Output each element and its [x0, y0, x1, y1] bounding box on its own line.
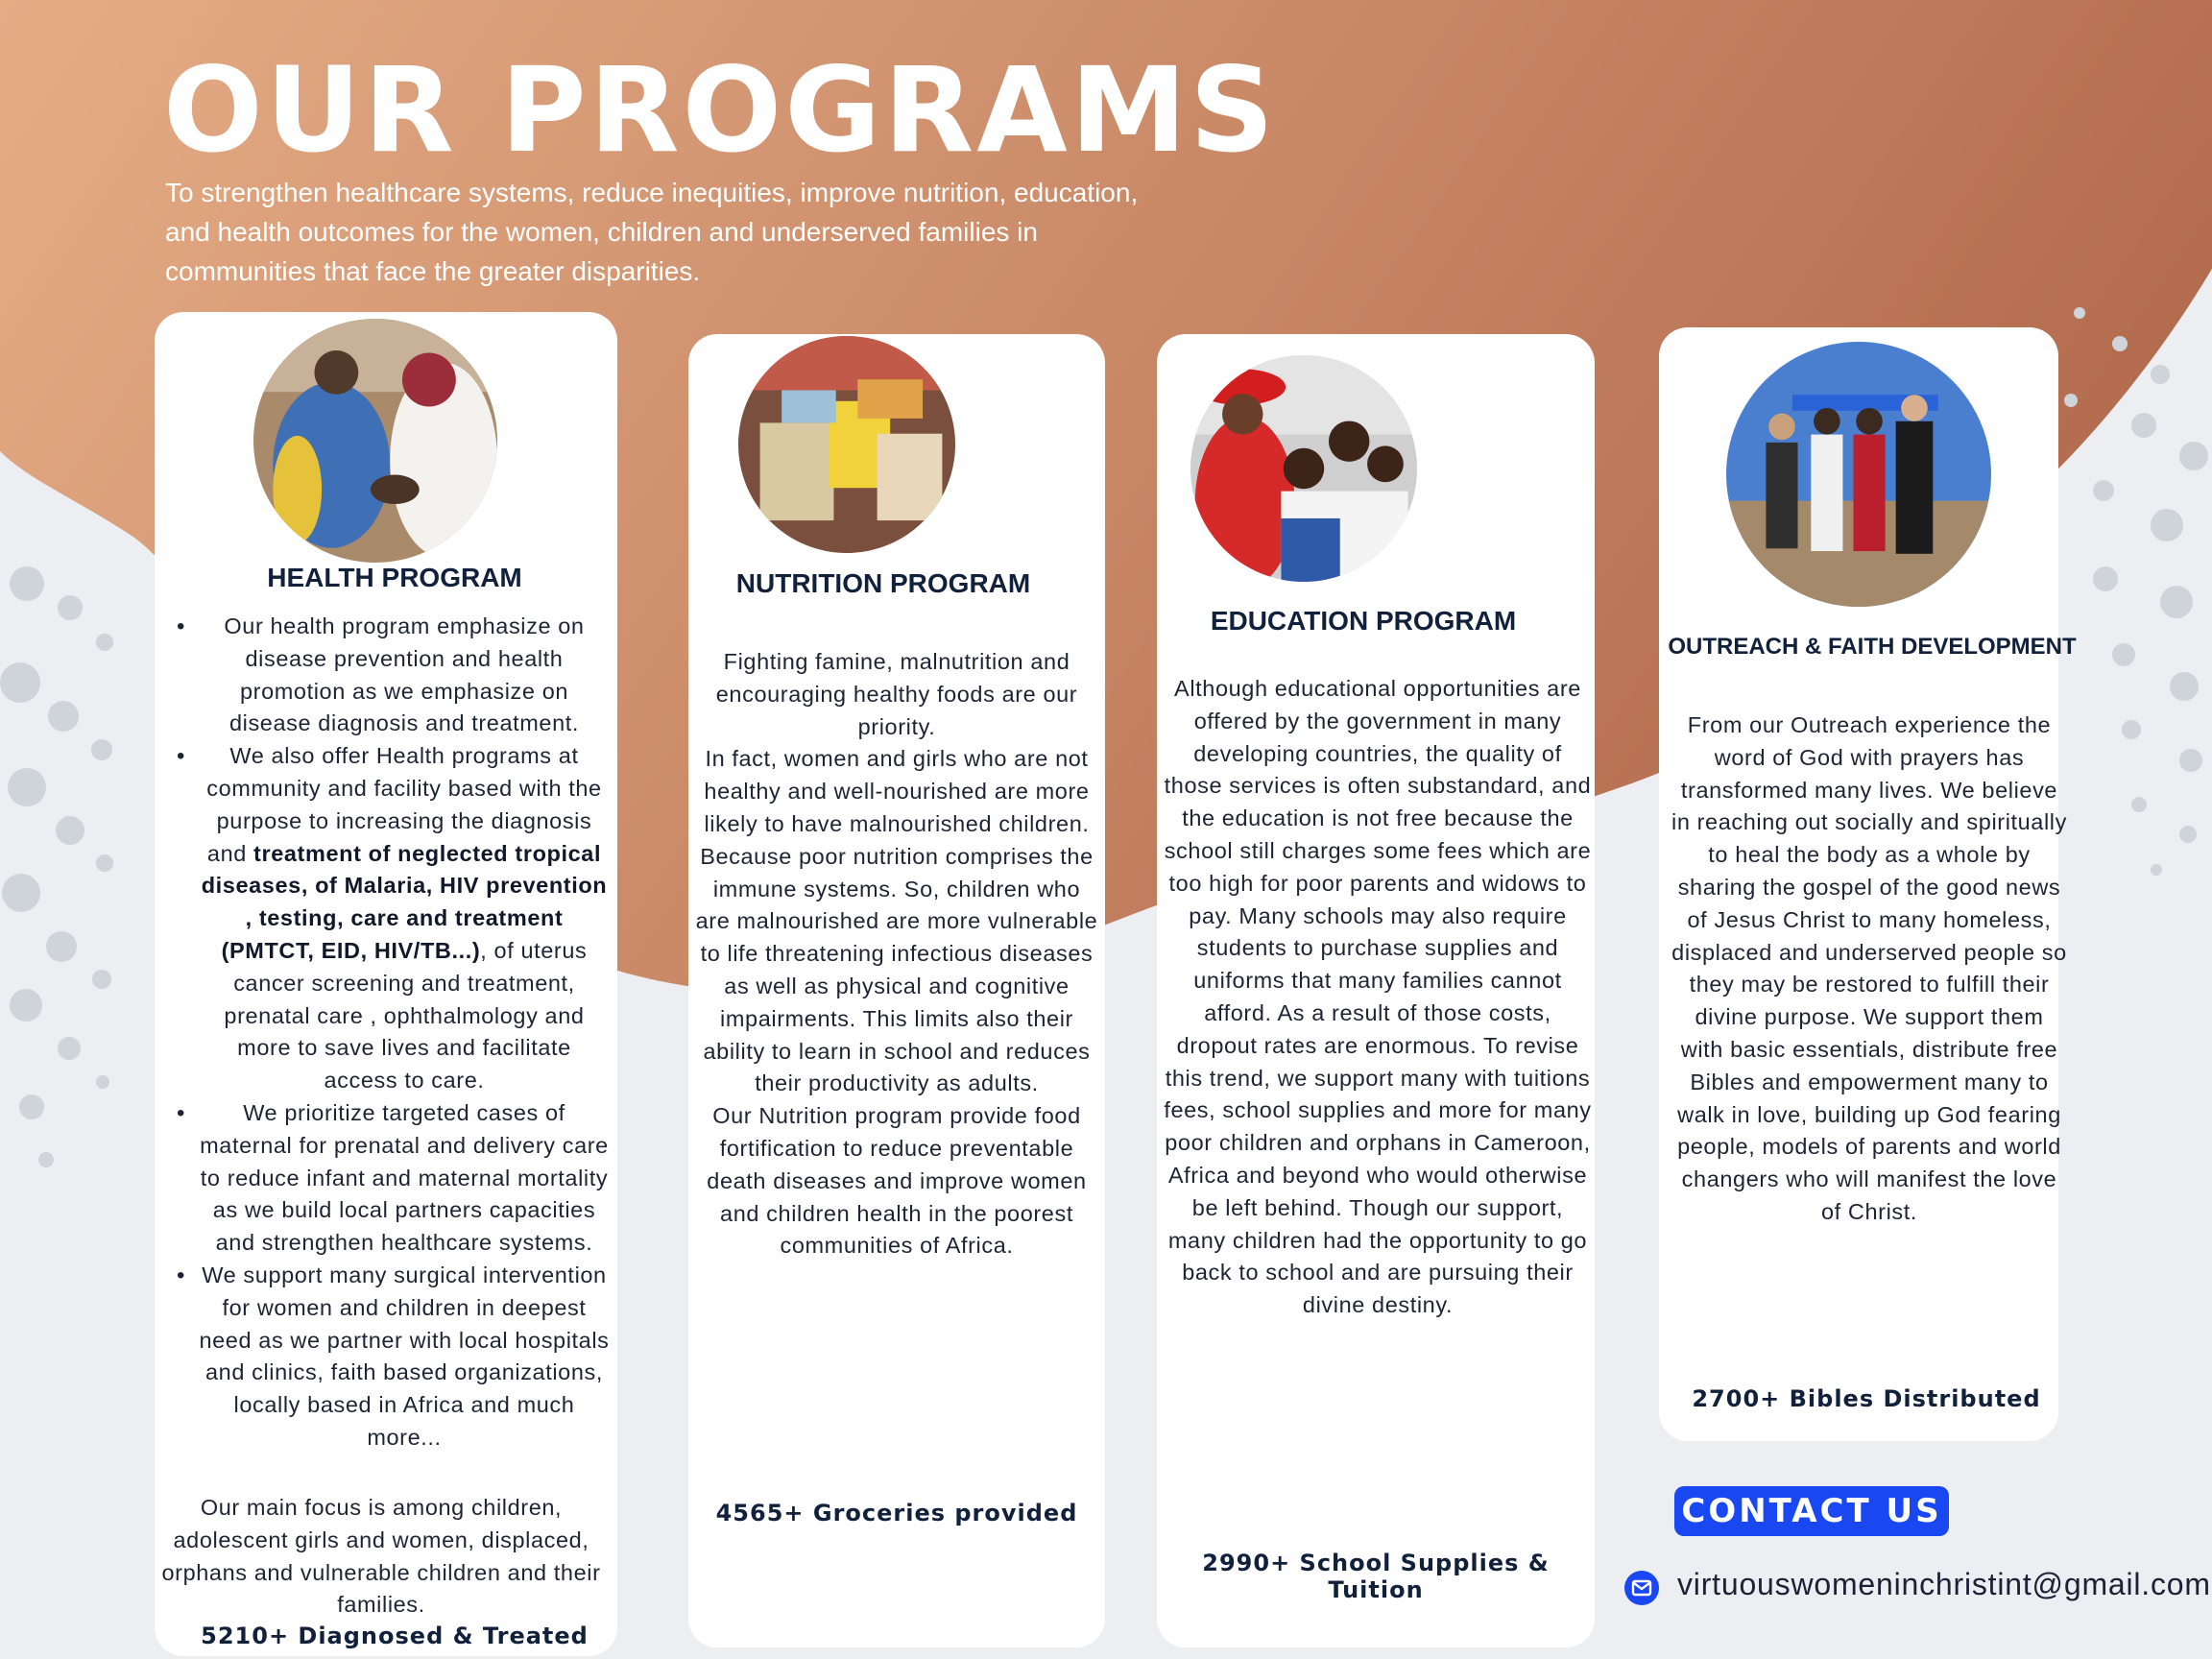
- nutrition-program-heading: NUTRITION PROGRAM: [735, 568, 1031, 598]
- nutrition-photo: [738, 336, 955, 553]
- health-photo: [253, 319, 497, 563]
- nutrition-paragraph: Fighting famine, malnutrition and encouraging healthy foods are our priority.: [715, 649, 1078, 739]
- education-program-heading: EDUCATION PROGRAM: [1210, 606, 1517, 636]
- education-program-body: Although educational opportunities are offered by the government in many developing countries, the quality of those services is often substandard, and the education is not free because the school still charges some fees which are too high for poor parents and widows to pay. Many schools may also require students to purchase supplies and uniforms that many families cannot afford. As a result of those costs, dropout rates are enormous. To revise this trend, we support many with tuitions fees, school supplies and more for many poor children and orphans in Cameroon, Africa and beyond who would otherwise be left behind. Though our support, many children had the opportunity to go back to school and are pursuing their divine destiny.: [1164, 676, 1592, 1318]
- health-bullet-text: We support many surgical intervention for women and children in deepest need as we partner with local hospitals and clinics, faith based organizations, locally based in Africa and much more...: [199, 1262, 610, 1450]
- nutrition-stat: 4565+ Groceries provided: [715, 1500, 1078, 1527]
- health-bullet-text: We also offer Health programs at community and facility based with the purpose to increasing the diagnosis and: [206, 743, 602, 866]
- nutrition-program-body: [693, 646, 1100, 1262]
- education-stat: 2990+ School Supplies & Tuition: [1202, 1550, 1550, 1603]
- health-bullet: [182, 1260, 611, 1455]
- contact-us-button[interactable]: CONTACT US: [1674, 1486, 1949, 1536]
- outreach-stat: 2700+ Bibles Distributed: [1692, 1385, 2041, 1412]
- outreach-program-body: From our Outreach experience the word of God with prayers has transformed many lives. We believe in reaching out socially and spiritually to heal the body as a whole by sharing the gospel of the good news of Jesus Christ to many homeless, displaced and underserved people so they may be restored to fulfill their divine purpose. We support them with basic essentials, distribute free Bibles and empowerment many to walk in love, building up God fearing people, models of parents and world changers who will manifest the love of Christ.: [1671, 712, 2067, 1224]
- outreach-photo: [1726, 342, 1991, 607]
- page-title: OUR PROGRAMS: [163, 42, 1278, 179]
- health-bullet-text: We prioritize targeted cases of maternal for prenatal and delivery care to reduce infant and maternal mortality as we build local partners capacities and strengthen healthcare systems.: [200, 1099, 609, 1256]
- page-subtitle: To strengthen healthcare systems, reduce inequities, improve nutrition, education, and health outcomes for the women, children and underserved families in communities that face the greater disparities.: [165, 178, 1139, 286]
- outreach-program-heading: OUTREACH & FAITH DEVELOPMENT: [1668, 634, 2077, 660]
- contact-email-link[interactable]: virtuouswomeninchristint@gmail.com: [1677, 1567, 2211, 1601]
- nutrition-paragraph: In fact, women and girls who are not healthy and well-nourished are more likely to have malnourished children. Because poor nutrition comprises the immune systems. So, children who are malnourished are more vulnerable to life threatening infectious diseases as well as physical and cognitive impairments. This limits also their ability to learn in school and reduces their productivity as adults.: [695, 746, 1098, 1096]
- health-bullet-text: , of uterus cancer screening and treatment, prenatal care , ophthalmology and more to save lives and facilitate access to care.: [224, 937, 588, 1094]
- health-bullet: [182, 611, 611, 740]
- health-focus-text: Our main focus is among children, adolescent girls and women, displaced, orphans and vulnerable children and their families.: [161, 1495, 601, 1618]
- health-bullet: [182, 740, 611, 1097]
- health-stat: 5210+ Diagnosed & Treated: [201, 1623, 589, 1649]
- health-program-heading: HEALTH PROGRAM: [267, 563, 522, 592]
- health-bullet: [182, 1097, 611, 1260]
- health-bullet-bold-text: treatment of neglected tropical diseases, of Malaria, HIV prevention , testing, care and treatment (PMTCT, EID, HIV/TB...): [201, 840, 608, 963]
- health-bullet-text: Our health program emphasize on disease prevention and health promotion as we emphasize on disease diagnosis and treatment.: [224, 613, 585, 736]
- nutrition-paragraph: Our Nutrition program provide food fortification to reduce preventable death diseases and improve women and children health in the poorest communities of Africa.: [707, 1103, 1087, 1259]
- mail-icon: [1624, 1571, 1659, 1605]
- health-program-body: [182, 611, 611, 1455]
- education-photo: [1190, 355, 1417, 582]
